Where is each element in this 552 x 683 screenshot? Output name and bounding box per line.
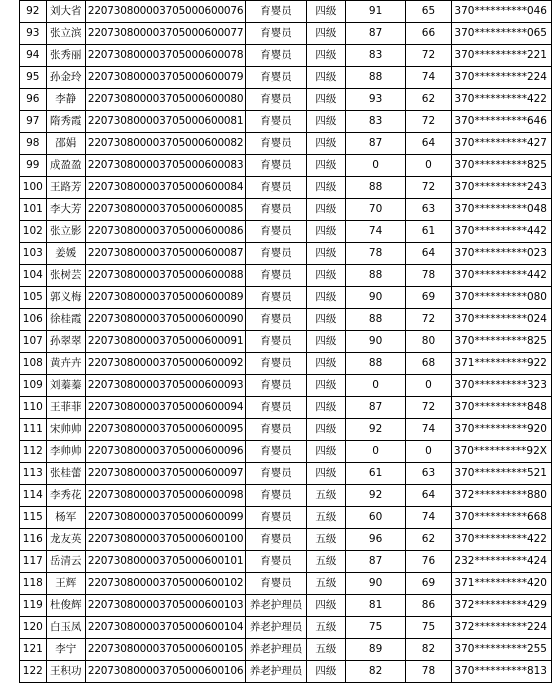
- score-table-body: [20, 1, 552, 683]
- occupation: 养老护理员: [246, 639, 306, 661]
- theory-score: 74: [346, 221, 406, 243]
- certificate-number: 220730800003705000600102: [85, 573, 246, 595]
- row-number: 97: [20, 111, 47, 133]
- table-row: [20, 661, 552, 683]
- skill-level: 四级: [306, 111, 345, 133]
- occupation: 育婴员: [246, 507, 306, 529]
- row-number: 121: [20, 639, 47, 661]
- row-number: 101: [20, 199, 47, 221]
- masked-id-number: 370**********825: [451, 331, 551, 353]
- row-number: 119: [20, 595, 47, 617]
- table-row: [20, 1, 552, 23]
- certificate-number: 220730800003705000600076: [85, 1, 246, 23]
- score-table: [19, 0, 552, 683]
- certificate-number: 220730800003705000600106: [85, 661, 246, 683]
- person-name: 隋秀霞: [46, 111, 85, 133]
- masked-id-number: 370**********668: [451, 507, 551, 529]
- table-row: [20, 529, 552, 551]
- table-row: [20, 67, 552, 89]
- certificate-number: 220730800003705000600090: [85, 309, 246, 331]
- person-name: 邵娟: [46, 133, 85, 155]
- practice-score: 72: [406, 45, 452, 67]
- person-name: 王辉: [46, 573, 85, 595]
- certificate-number: 220730800003705000600085: [85, 199, 246, 221]
- row-number: 108: [20, 353, 47, 375]
- masked-id-number: 372**********429: [451, 595, 551, 617]
- occupation: 育婴员: [246, 89, 306, 111]
- table-row: [20, 45, 552, 67]
- person-name: 宋帅帅: [46, 419, 85, 441]
- person-name: 王积功: [46, 661, 85, 683]
- masked-id-number: 370**********243: [451, 177, 551, 199]
- person-name: 杜俊辉: [46, 595, 85, 617]
- practice-score: 0: [406, 441, 452, 463]
- practice-score: 61: [406, 221, 452, 243]
- occupation: 育婴员: [246, 1, 306, 23]
- table-row: [20, 177, 552, 199]
- person-name: 岳清云: [46, 551, 85, 573]
- person-name: 王菲菲: [46, 397, 85, 419]
- practice-score: 72: [406, 309, 452, 331]
- certificate-number: 220730800003705000600086: [85, 221, 246, 243]
- occupation: 育婴员: [246, 45, 306, 67]
- table-row: [20, 265, 552, 287]
- person-name: 张立影: [46, 221, 85, 243]
- person-name: 郭义梅: [46, 287, 85, 309]
- masked-id-number: 370**********323: [451, 375, 551, 397]
- row-number: 114: [20, 485, 47, 507]
- person-name: 孙翠翠: [46, 331, 85, 353]
- skill-level: 五级: [306, 551, 345, 573]
- masked-id-number: 370**********048: [451, 199, 551, 221]
- skill-level: 四级: [306, 221, 345, 243]
- certificate-number: 220730800003705000600096: [85, 441, 246, 463]
- masked-id-number: 370**********221: [451, 45, 551, 67]
- table-row: [20, 353, 552, 375]
- practice-score: 78: [406, 265, 452, 287]
- table-row: [20, 551, 552, 573]
- skill-level: 五级: [306, 485, 345, 507]
- row-number: 110: [20, 397, 47, 419]
- theory-score: 78: [346, 243, 406, 265]
- skill-level: 四级: [306, 419, 345, 441]
- skill-level: 四级: [306, 331, 345, 353]
- certificate-number: 220730800003705000600082: [85, 133, 246, 155]
- theory-score: 88: [346, 265, 406, 287]
- practice-score: 63: [406, 463, 452, 485]
- person-name: 杨军: [46, 507, 85, 529]
- table-row: [20, 419, 552, 441]
- occupation: 养老护理员: [246, 595, 306, 617]
- table-row: [20, 287, 552, 309]
- row-number: 115: [20, 507, 47, 529]
- masked-id-number: 370**********427: [451, 133, 551, 155]
- table-row: [20, 155, 552, 177]
- skill-level: 四级: [306, 177, 345, 199]
- certificate-number: 220730800003705000600105: [85, 639, 246, 661]
- table-row: [20, 375, 552, 397]
- theory-score: 90: [346, 573, 406, 595]
- theory-score: 87: [346, 551, 406, 573]
- practice-score: 78: [406, 661, 452, 683]
- table-row: [20, 463, 552, 485]
- skill-level: 五级: [306, 507, 345, 529]
- row-number: 113: [20, 463, 47, 485]
- practice-score: 64: [406, 133, 452, 155]
- certificate-number: 220730800003705000600083: [85, 155, 246, 177]
- person-name: 张树芸: [46, 265, 85, 287]
- masked-id-number: 370**********646: [451, 111, 551, 133]
- certificate-number: 220730800003705000600094: [85, 397, 246, 419]
- occupation: 育婴员: [246, 155, 306, 177]
- person-name: 王路芳: [46, 177, 85, 199]
- certificate-number: 220730800003705000600077: [85, 23, 246, 45]
- certificate-number: 220730800003705000600089: [85, 287, 246, 309]
- skill-level: 四级: [306, 199, 345, 221]
- skill-level: 五级: [306, 617, 345, 639]
- skill-level: 四级: [306, 155, 345, 177]
- practice-score: 74: [406, 67, 452, 89]
- occupation: 育婴员: [246, 375, 306, 397]
- skill-level: 四级: [306, 23, 345, 45]
- table-row: [20, 111, 552, 133]
- occupation: 育婴员: [246, 23, 306, 45]
- practice-score: 0: [406, 155, 452, 177]
- skill-level: 五级: [306, 573, 345, 595]
- row-number: 96: [20, 89, 47, 111]
- table-row: [20, 309, 552, 331]
- person-name: 张秀丽: [46, 45, 85, 67]
- table-row: [20, 243, 552, 265]
- practice-score: 63: [406, 199, 452, 221]
- certificate-number: 220730800003705000600099: [85, 507, 246, 529]
- practice-score: 64: [406, 243, 452, 265]
- theory-score: 96: [346, 529, 406, 551]
- practice-score: 69: [406, 287, 452, 309]
- masked-id-number: 370**********813: [451, 661, 551, 683]
- masked-id-number: 370**********825: [451, 155, 551, 177]
- theory-score: 92: [346, 485, 406, 507]
- theory-score: 81: [346, 595, 406, 617]
- skill-level: 四级: [306, 375, 345, 397]
- skill-level: 四级: [306, 89, 345, 111]
- practice-score: 64: [406, 485, 452, 507]
- row-number: 102: [20, 221, 47, 243]
- table-row: [20, 595, 552, 617]
- theory-score: 0: [346, 441, 406, 463]
- occupation: 育婴员: [246, 551, 306, 573]
- row-number: 98: [20, 133, 47, 155]
- masked-id-number: 370**********92X: [451, 441, 551, 463]
- occupation: 育婴员: [246, 221, 306, 243]
- table-row: [20, 23, 552, 45]
- occupation: 育婴员: [246, 485, 306, 507]
- practice-score: 74: [406, 419, 452, 441]
- certificate-number: 220730800003705000600100: [85, 529, 246, 551]
- certificate-number: 220730800003705000600084: [85, 177, 246, 199]
- person-name: 徐桂霞: [46, 309, 85, 331]
- skill-level: 五级: [306, 639, 345, 661]
- theory-score: 75: [346, 617, 406, 639]
- theory-score: 82: [346, 661, 406, 683]
- theory-score: 90: [346, 287, 406, 309]
- theory-score: 0: [346, 375, 406, 397]
- practice-score: 86: [406, 595, 452, 617]
- occupation: 育婴员: [246, 177, 306, 199]
- person-name: 李静: [46, 89, 85, 111]
- practice-score: 72: [406, 177, 452, 199]
- practice-score: 75: [406, 617, 452, 639]
- skill-level: 四级: [306, 67, 345, 89]
- certificate-number: 220730800003705000600081: [85, 111, 246, 133]
- skill-level: 四级: [306, 1, 345, 23]
- masked-id-number: 371**********922: [451, 353, 551, 375]
- certificate-number: 220730800003705000600080: [85, 89, 246, 111]
- occupation: 育婴员: [246, 463, 306, 485]
- person-name: 龙友英: [46, 529, 85, 551]
- skill-level: 四级: [306, 661, 345, 683]
- row-number: 120: [20, 617, 47, 639]
- theory-score: 87: [346, 397, 406, 419]
- masked-id-number: 370**********023: [451, 243, 551, 265]
- masked-id-number: 370**********024: [451, 309, 551, 331]
- practice-score: 80: [406, 331, 452, 353]
- score-table-container: [19, 0, 552, 683]
- masked-id-number: 232**********424: [451, 551, 551, 573]
- table-row: [20, 133, 552, 155]
- table-row: [20, 199, 552, 221]
- certificate-number: 220730800003705000600088: [85, 265, 246, 287]
- masked-id-number: 370**********920: [451, 419, 551, 441]
- row-number: 100: [20, 177, 47, 199]
- practice-score: 0: [406, 375, 452, 397]
- row-number: 105: [20, 287, 47, 309]
- certificate-number: 220730800003705000600079: [85, 67, 246, 89]
- theory-score: 87: [346, 23, 406, 45]
- person-name: 李帅帅: [46, 441, 85, 463]
- row-number: 122: [20, 661, 47, 683]
- skill-level: 四级: [306, 441, 345, 463]
- practice-score: 69: [406, 573, 452, 595]
- row-number: 116: [20, 529, 47, 551]
- theory-score: 88: [346, 177, 406, 199]
- theory-score: 90: [346, 331, 406, 353]
- occupation: 养老护理员: [246, 617, 306, 639]
- occupation: 育婴员: [246, 199, 306, 221]
- skill-level: 四级: [306, 265, 345, 287]
- theory-score: 83: [346, 111, 406, 133]
- theory-score: 88: [346, 67, 406, 89]
- theory-score: 92: [346, 419, 406, 441]
- practice-score: 76: [406, 551, 452, 573]
- occupation: 育婴员: [246, 309, 306, 331]
- person-name: 李大芳: [46, 199, 85, 221]
- row-number: 118: [20, 573, 47, 595]
- skill-level: 四级: [306, 243, 345, 265]
- masked-id-number: 370**********422: [451, 529, 551, 551]
- occupation: 育婴员: [246, 67, 306, 89]
- row-number: 106: [20, 309, 47, 331]
- certificate-number: 220730800003705000600103: [85, 595, 246, 617]
- practice-score: 62: [406, 529, 452, 551]
- skill-level: 四级: [306, 45, 345, 67]
- table-row: [20, 573, 552, 595]
- person-name: 白玉凤: [46, 617, 85, 639]
- person-name: 黄卉卉: [46, 353, 85, 375]
- occupation: 育婴员: [246, 133, 306, 155]
- person-name: 张立滨: [46, 23, 85, 45]
- theory-score: 88: [346, 309, 406, 331]
- row-number: 103: [20, 243, 47, 265]
- table-row: [20, 89, 552, 111]
- masked-id-number: 370**********046: [451, 1, 551, 23]
- occupation: 育婴员: [246, 331, 306, 353]
- person-name: 张桂蕾: [46, 463, 85, 485]
- theory-score: 83: [346, 45, 406, 67]
- certificate-number: 220730800003705000600097: [85, 463, 246, 485]
- row-number: 111: [20, 419, 47, 441]
- occupation: 育婴员: [246, 529, 306, 551]
- masked-id-number: 371**********420: [451, 573, 551, 595]
- practice-score: 65: [406, 1, 452, 23]
- masked-id-number: 370**********442: [451, 265, 551, 287]
- row-number: 95: [20, 67, 47, 89]
- person-name: 刘大省: [46, 1, 85, 23]
- certificate-number: 220730800003705000600078: [85, 45, 246, 67]
- row-number: 99: [20, 155, 47, 177]
- row-number: 112: [20, 441, 47, 463]
- practice-score: 72: [406, 111, 452, 133]
- occupation: 育婴员: [246, 287, 306, 309]
- table-row: [20, 441, 552, 463]
- theory-score: 89: [346, 639, 406, 661]
- certificate-number: 220730800003705000600104: [85, 617, 246, 639]
- person-name: 刘蓁蓁: [46, 375, 85, 397]
- masked-id-number: 372**********224: [451, 617, 551, 639]
- practice-score: 68: [406, 353, 452, 375]
- masked-id-number: 370**********521: [451, 463, 551, 485]
- masked-id-number: 372**********880: [451, 485, 551, 507]
- person-name: 李宁: [46, 639, 85, 661]
- certificate-number: 220730800003705000600098: [85, 485, 246, 507]
- table-row: [20, 485, 552, 507]
- certificate-number: 220730800003705000600095: [85, 419, 246, 441]
- person-name: 李秀花: [46, 485, 85, 507]
- table-row: [20, 331, 552, 353]
- masked-id-number: 370**********224: [451, 67, 551, 89]
- table-row: [20, 617, 552, 639]
- row-number: 109: [20, 375, 47, 397]
- masked-id-number: 370**********848: [451, 397, 551, 419]
- practice-score: 82: [406, 639, 452, 661]
- practice-score: 66: [406, 23, 452, 45]
- occupation: 育婴员: [246, 111, 306, 133]
- occupation: 育婴员: [246, 419, 306, 441]
- theory-score: 61: [346, 463, 406, 485]
- occupation: 育婴员: [246, 243, 306, 265]
- masked-id-number: 370**********255: [451, 639, 551, 661]
- person-name: 姜媛: [46, 243, 85, 265]
- skill-level: 四级: [306, 353, 345, 375]
- certificate-number: 220730800003705000600087: [85, 243, 246, 265]
- theory-score: 70: [346, 199, 406, 221]
- row-number: 93: [20, 23, 47, 45]
- theory-score: 87: [346, 133, 406, 155]
- row-number: 92: [20, 1, 47, 23]
- skill-level: 四级: [306, 463, 345, 485]
- skill-level: 四级: [306, 595, 345, 617]
- theory-score: 93: [346, 89, 406, 111]
- person-name: 成盈盈: [46, 155, 85, 177]
- theory-score: 60: [346, 507, 406, 529]
- masked-id-number: 370**********442: [451, 221, 551, 243]
- occupation: 育婴员: [246, 441, 306, 463]
- row-number: 104: [20, 265, 47, 287]
- masked-id-number: 370**********080: [451, 287, 551, 309]
- table-row: [20, 639, 552, 661]
- skill-level: 四级: [306, 287, 345, 309]
- certificate-number: 220730800003705000600092: [85, 353, 246, 375]
- certificate-number: 220730800003705000600093: [85, 375, 246, 397]
- skill-level: 五级: [306, 529, 345, 551]
- theory-score: 91: [346, 1, 406, 23]
- masked-id-number: 370**********065: [451, 23, 551, 45]
- table-row: [20, 221, 552, 243]
- skill-level: 四级: [306, 133, 345, 155]
- masked-id-number: 370**********422: [451, 89, 551, 111]
- skill-level: 四级: [306, 309, 345, 331]
- table-row: [20, 507, 552, 529]
- practice-score: 62: [406, 89, 452, 111]
- practice-score: 74: [406, 507, 452, 529]
- certificate-number: 220730800003705000600091: [85, 331, 246, 353]
- skill-level: 四级: [306, 397, 345, 419]
- row-number: 117: [20, 551, 47, 573]
- theory-score: 0: [346, 155, 406, 177]
- theory-score: 88: [346, 353, 406, 375]
- table-row: [20, 397, 552, 419]
- practice-score: 72: [406, 397, 452, 419]
- occupation: 育婴员: [246, 353, 306, 375]
- row-number: 94: [20, 45, 47, 67]
- occupation: 育婴员: [246, 573, 306, 595]
- certificate-number: 220730800003705000600101: [85, 551, 246, 573]
- person-name: 孙金玲: [46, 67, 85, 89]
- occupation: 养老护理员: [246, 661, 306, 683]
- occupation: 育婴员: [246, 397, 306, 419]
- row-number: 107: [20, 331, 47, 353]
- occupation: 育婴员: [246, 265, 306, 287]
